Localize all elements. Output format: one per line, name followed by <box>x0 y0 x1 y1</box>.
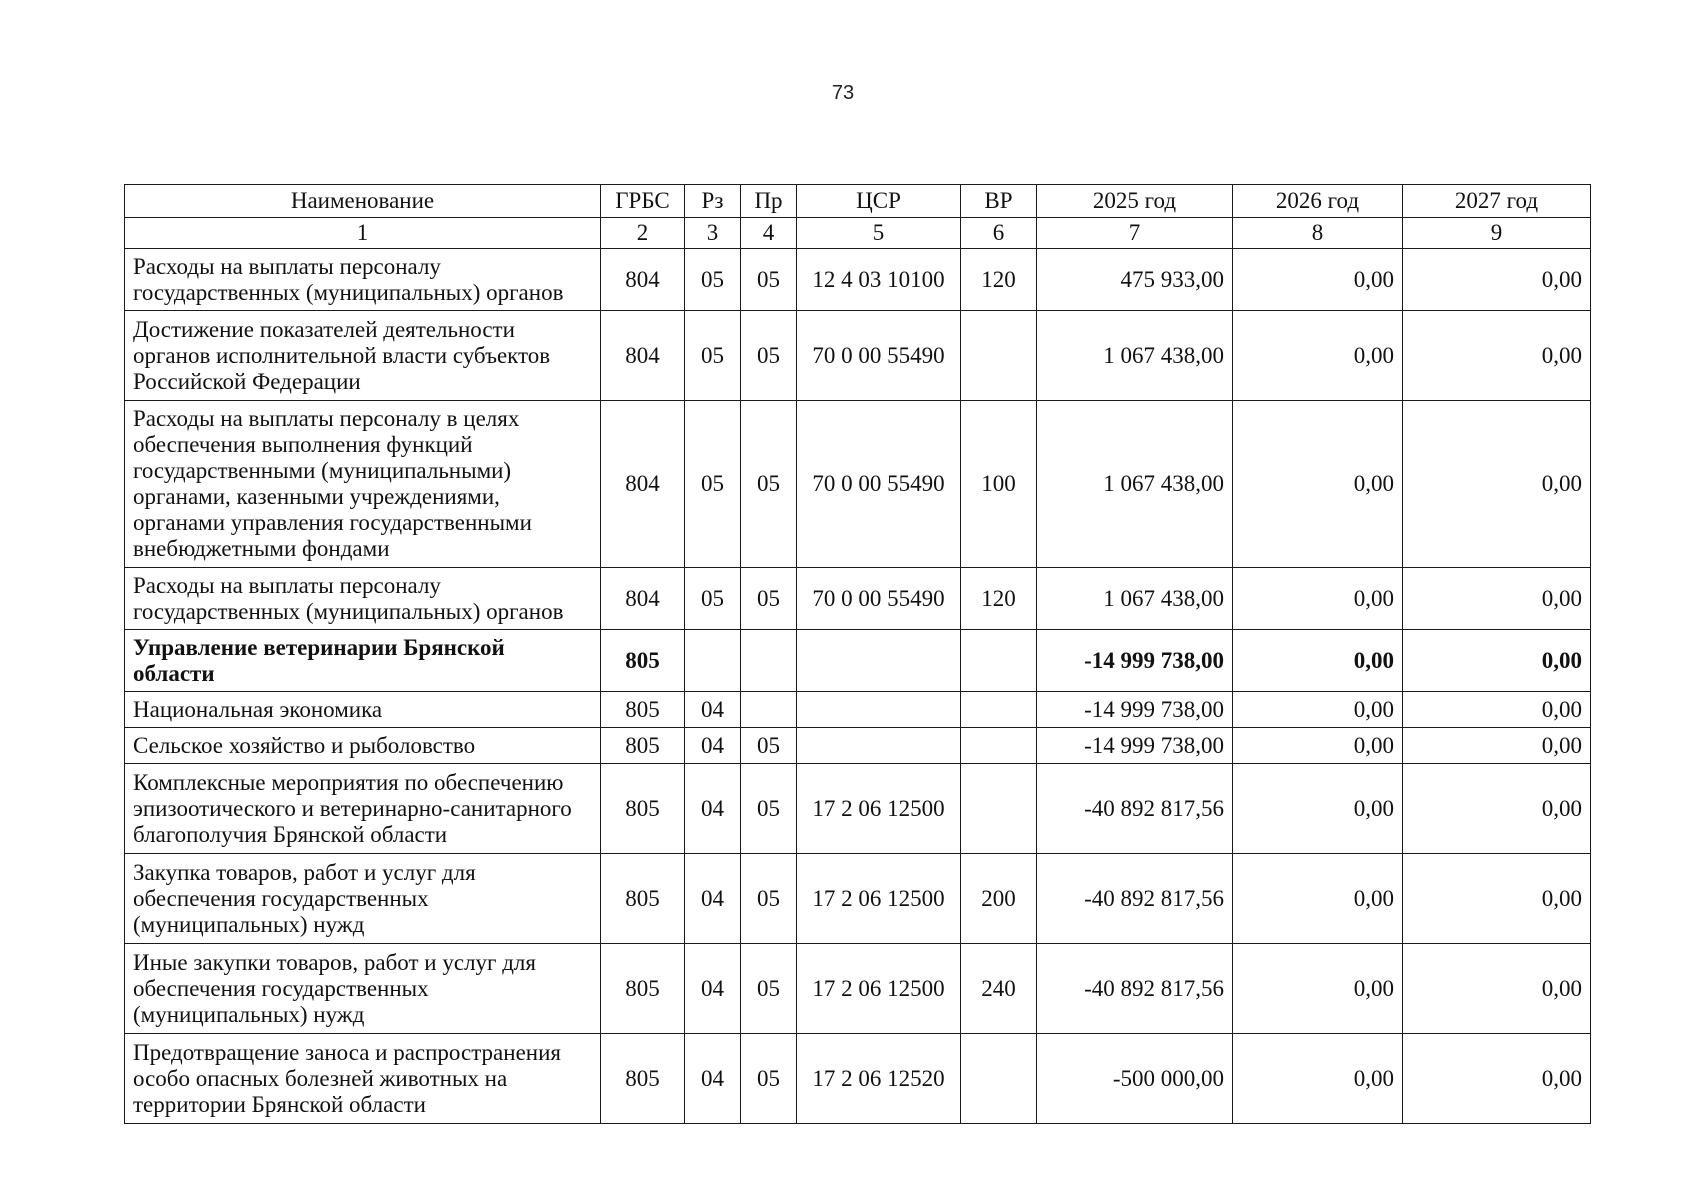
row-name: Национальная экономика <box>125 692 601 728</box>
row-2025: -40 892 817,56 <box>1037 764 1233 854</box>
column-index-cell: 6 <box>961 218 1037 249</box>
table-row <box>125 401 1591 568</box>
row-2025: 1 067 438,00 <box>1037 401 1233 568</box>
table-row <box>125 728 1591 764</box>
row-pr: 05 <box>741 854 797 944</box>
table-row <box>125 249 1591 311</box>
row-name: Расходы на выплаты персоналу государственных (муниципальных) органов <box>125 568 601 630</box>
row-csr: 70 0 00 55490 <box>797 311 961 401</box>
row-2025: -40 892 817,56 <box>1037 944 1233 1034</box>
row-pr: 05 <box>741 764 797 854</box>
row-pr: 05 <box>741 944 797 1034</box>
row-2027: 0,00 <box>1403 630 1591 692</box>
row-vr: 120 <box>961 568 1037 630</box>
row-grbs: 805 <box>601 728 685 764</box>
row-rz: 05 <box>685 249 741 311</box>
row-csr: 70 0 00 55490 <box>797 401 961 568</box>
column-index-cell: 3 <box>685 218 741 249</box>
row-2025: -14 999 738,00 <box>1037 692 1233 728</box>
row-name: Комплексные мероприятия по обеспечению эпизоотического и ветеринарно-санитарного благополучия Брянской области <box>125 764 601 854</box>
row-2027: 0,00 <box>1403 764 1591 854</box>
row-2026: 0,00 <box>1233 630 1403 692</box>
row-2027: 0,00 <box>1403 311 1591 401</box>
header-cell-csr: ЦСР <box>797 185 961 218</box>
row-2025: -14 999 738,00 <box>1037 728 1233 764</box>
row-pr: 05 <box>741 249 797 311</box>
row-csr <box>797 728 961 764</box>
row-vr <box>961 311 1037 401</box>
row-pr: 05 <box>741 1034 797 1124</box>
row-csr <box>797 630 961 692</box>
row-2025: 1 067 438,00 <box>1037 311 1233 401</box>
row-rz: 05 <box>685 311 741 401</box>
row-grbs: 805 <box>601 854 685 944</box>
row-2026: 0,00 <box>1233 311 1403 401</box>
row-2026: 0,00 <box>1233 854 1403 944</box>
table-row-section <box>125 630 1591 692</box>
row-vr <box>961 692 1037 728</box>
row-grbs: 804 <box>601 401 685 568</box>
row-2025: 475 933,00 <box>1037 249 1233 311</box>
row-name: Предотвращение заноса и распространения особо опасных болезней животных на территории Брянской области <box>125 1034 601 1124</box>
row-csr: 12 4 03 10100 <box>797 249 961 311</box>
header-cell-2027: 2027 год <box>1403 185 1591 218</box>
header-cell-vr: ВР <box>961 185 1037 218</box>
row-2027: 0,00 <box>1403 692 1591 728</box>
row-2026: 0,00 <box>1233 692 1403 728</box>
table-row <box>125 311 1591 401</box>
row-2026: 0,00 <box>1233 1034 1403 1124</box>
row-vr <box>961 1034 1037 1124</box>
row-2026: 0,00 <box>1233 568 1403 630</box>
row-2026: 0,00 <box>1233 401 1403 568</box>
row-2025: -500 000,00 <box>1037 1034 1233 1124</box>
row-vr <box>961 630 1037 692</box>
column-index-cell: 8 <box>1233 218 1403 249</box>
row-2027: 0,00 <box>1403 401 1591 568</box>
row-name: Расходы на выплаты персоналу государственных (муниципальных) органов <box>125 249 601 311</box>
row-csr: 17 2 06 12500 <box>797 854 961 944</box>
row-csr: 17 2 06 12500 <box>797 764 961 854</box>
row-rz: 05 <box>685 568 741 630</box>
row-grbs: 805 <box>601 944 685 1034</box>
table-row <box>125 692 1591 728</box>
row-name: Достижение показателей деятельности органов исполнительной власти субъектов Российской Федерации <box>125 311 601 401</box>
row-rz: 04 <box>685 1034 741 1124</box>
row-vr <box>961 728 1037 764</box>
row-pr <box>741 630 797 692</box>
row-csr: 70 0 00 55490 <box>797 568 961 630</box>
row-pr: 05 <box>741 568 797 630</box>
header-row <box>125 185 1591 218</box>
header-cell-grbs: ГРБС <box>601 185 685 218</box>
row-pr <box>741 692 797 728</box>
row-grbs: 805 <box>601 764 685 854</box>
row-2027: 0,00 <box>1403 854 1591 944</box>
table-row <box>125 1034 1591 1124</box>
row-2026: 0,00 <box>1233 728 1403 764</box>
column-index-cell: 2 <box>601 218 685 249</box>
row-rz: 04 <box>685 764 741 854</box>
table-row <box>125 854 1591 944</box>
row-name: Сельское хозяйство и рыболовство <box>125 728 601 764</box>
row-rz <box>685 630 741 692</box>
row-vr: 120 <box>961 249 1037 311</box>
row-rz: 04 <box>685 944 741 1034</box>
row-grbs: 804 <box>601 311 685 401</box>
row-vr: 240 <box>961 944 1037 1034</box>
row-vr <box>961 764 1037 854</box>
row-grbs: 804 <box>601 249 685 311</box>
column-index-cell: 5 <box>797 218 961 249</box>
column-index-cell: 9 <box>1403 218 1591 249</box>
row-2026: 0,00 <box>1233 944 1403 1034</box>
row-2025: -14 999 738,00 <box>1037 630 1233 692</box>
row-name: Управление ветеринарии Брянской области <box>125 630 601 692</box>
row-2027: 0,00 <box>1403 728 1591 764</box>
row-vr: 100 <box>961 401 1037 568</box>
row-rz: 04 <box>685 692 741 728</box>
row-2027: 0,00 <box>1403 249 1591 311</box>
column-index-cell: 4 <box>741 218 797 249</box>
row-csr <box>797 692 961 728</box>
header-cell-2026: 2026 год <box>1233 185 1403 218</box>
page-number: 73 <box>831 82 855 104</box>
row-name: Иные закупки товаров, работ и услуг для обеспечения государственных (муниципальных) нужд <box>125 944 601 1034</box>
column-index-cell: 1 <box>125 218 601 249</box>
table-row <box>125 944 1591 1034</box>
row-2027: 0,00 <box>1403 568 1591 630</box>
row-2025: 1 067 438,00 <box>1037 568 1233 630</box>
row-grbs: 804 <box>601 568 685 630</box>
row-grbs: 805 <box>601 1034 685 1124</box>
row-grbs: 805 <box>601 630 685 692</box>
header-cell-rz: Рз <box>685 185 741 218</box>
row-rz: 04 <box>685 854 741 944</box>
column-index-row <box>125 218 1591 249</box>
row-csr: 17 2 06 12520 <box>797 1034 961 1124</box>
row-rz: 04 <box>685 728 741 764</box>
header-cell-2025: 2025 год <box>1037 185 1233 218</box>
row-vr: 200 <box>961 854 1037 944</box>
header-cell-pr: Пр <box>741 185 797 218</box>
row-2027: 0,00 <box>1403 1034 1591 1124</box>
row-2026: 0,00 <box>1233 249 1403 311</box>
row-pr: 05 <box>741 311 797 401</box>
budget-table <box>124 184 1591 1124</box>
row-2026: 0,00 <box>1233 764 1403 854</box>
header-cell-name: Наименование <box>125 185 601 218</box>
row-pr: 05 <box>741 728 797 764</box>
row-name: Расходы на выплаты персоналу в целях обеспечения выполнения функций государственными (муниципальными) органами, казенными учреждениями, органами управления государственными внебюджетными фондами <box>125 401 601 568</box>
row-csr: 17 2 06 12500 <box>797 944 961 1034</box>
row-pr: 05 <box>741 401 797 568</box>
table-row <box>125 764 1591 854</box>
row-2027: 0,00 <box>1403 944 1591 1034</box>
column-index-cell: 7 <box>1037 218 1233 249</box>
table-row <box>125 568 1591 630</box>
row-rz: 05 <box>685 401 741 568</box>
row-grbs: 805 <box>601 692 685 728</box>
row-2025: -40 892 817,56 <box>1037 854 1233 944</box>
row-name: Закупка товаров, работ и услуг для обеспечения государственных (муниципальных) нужд <box>125 854 601 944</box>
